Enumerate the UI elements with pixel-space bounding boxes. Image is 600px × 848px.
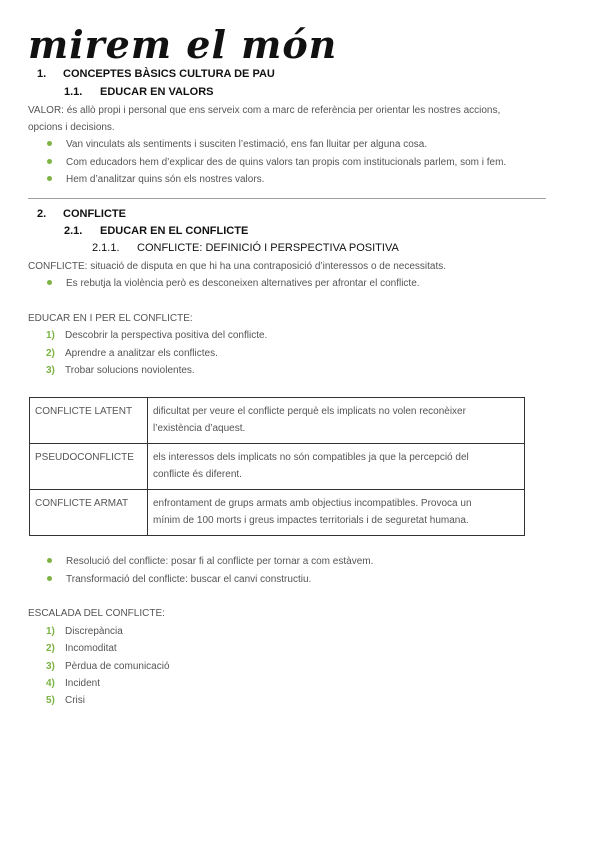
subsubsection-title: CONFLICTE: DEFINICIÓ I PERSPECTIVA POSITIVA [137, 242, 399, 254]
list-item: Transformació del conflicte: buscar el canvi constructiu. [47, 571, 311, 588]
list-item: Van vinculats als sentiments i susciten l’estimació, ens fan lluitar per alguna cosa. [47, 136, 427, 153]
conflict-types-table [29, 397, 525, 536]
subsection-heading-1-1 [64, 86, 213, 98]
page-title: mirem el món [28, 22, 338, 67]
table-cell-definition: enfrontament de grups armats amb objectius incompatibles. Provoca un mínim de 100 morts i greus impactes territorials i de seguretat humana. [148, 490, 525, 536]
numbered-item: 1) Descobrir la perspectiva positiva del conflicte. [46, 330, 268, 341]
numbered-item: 2) Incomoditat [46, 643, 117, 654]
bullet-icon [47, 280, 52, 285]
table-row [30, 490, 525, 536]
numbered-item: 1) Discrepància [46, 626, 123, 637]
table-row [30, 444, 525, 490]
subsection-number: 1.1. [64, 86, 83, 98]
bullet-icon [47, 558, 52, 563]
section-title: CONCEPTES BÀSICS CULTURA DE PAU [63, 68, 275, 80]
list-item: Hem d’analitzar quins són els nostres valors. [47, 171, 264, 188]
subsection-heading-2-1 [64, 225, 248, 237]
table-cell-term: CONFLICTE ARMAT [30, 490, 148, 536]
subsubsection-heading-2-1-1 [92, 242, 399, 254]
numbered-item: 4) Incident [46, 678, 101, 689]
conflicte-definition: CONFLICTE: situació de disputa en que hi ha una contraposició d’interessos o de necessitats. [28, 261, 447, 272]
bullet-icon [47, 576, 52, 581]
subsection-number: 2.1. [64, 225, 83, 237]
list-item: Es rebutja la violència però es desconeixen alternatives per afrontar el conflicte. [47, 275, 420, 292]
escalada-heading: ESCALADA DEL CONFLICTE: [28, 608, 165, 619]
subsubsection-number: 2.1.1. [92, 242, 120, 254]
list-item: Resolució del conflicte: posar fi al conflicte per tornar a com estàvem. [47, 553, 373, 570]
table-cell-definition: els interessos dels implicats no són compatibles ja que la percepció del conflicte és diferent. [148, 444, 525, 490]
bullet-icon [47, 141, 52, 146]
numbered-item: 3) Trobar solucions noviolentes. [46, 365, 195, 376]
subsection-title: EDUCAR EN EL CONFLICTE [100, 225, 249, 237]
numbered-item: 2) Aprendre a analitzar els conflictes. [46, 348, 218, 359]
section-number: 2. [37, 208, 47, 220]
table-cell-term: PSEUDOCONFLICTE [30, 444, 148, 490]
table-cell-definition: dificultat per veure el conflicte perquè els implicats no volen reconèixer l’existència d’aquest. [148, 398, 525, 444]
list-item: Com educadors hem d’explicar des de quins valors tan propis com institucionals parlem, som i fem. [47, 154, 506, 171]
section-divider [28, 198, 546, 199]
educar-heading: EDUCAR EN I PER EL CONFLICTE: [28, 313, 193, 324]
bullet-icon [47, 159, 52, 164]
numbered-item: 5) Crisi [46, 695, 85, 706]
valor-definition-line-2: opcions i decisions. [28, 122, 115, 133]
subsection-title: EDUCAR EN VALORS [100, 86, 214, 98]
table-cell-term: CONFLICTE LATENT [30, 398, 148, 444]
valor-definition-line-1: VALOR: és allò propi i personal que ens serveix com a marc de referència per orientar les nostres accions, [28, 105, 501, 116]
section-heading-1 [37, 68, 275, 80]
table-row [30, 398, 525, 444]
section-title: CONFLICTE [63, 208, 126, 220]
section-number: 1. [37, 68, 47, 80]
numbered-item: 3) Pèrdua de comunicació [46, 661, 170, 672]
section-heading-2 [37, 208, 126, 220]
bullet-icon [47, 176, 52, 181]
